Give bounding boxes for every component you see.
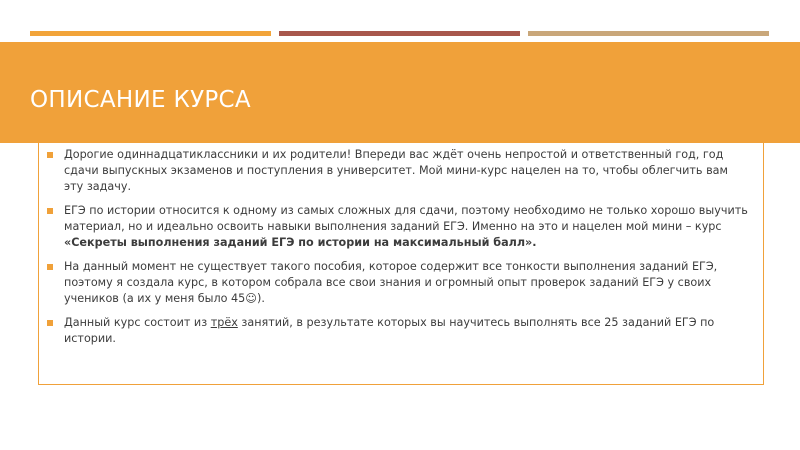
bullet-item-intro xyxy=(45,147,749,195)
bullet-text: ЕГЭ по истории относится к одному из самых сложных для сдачи, поэтому необходимо не только хорошо выучить материал, но и идеально освоить навыки выполнения заданий ЕГЭ. Именно на это и нацелен мой мини – курс xyxy=(64,204,748,233)
bullet-text: Данный курс состоит из xyxy=(64,316,211,329)
decorative-bar-brown xyxy=(279,31,520,36)
course-name-bold: «Секреты выполнения заданий ЕГЭ по истории на максимальный балл». xyxy=(64,236,537,249)
bullet-square-icon xyxy=(47,320,53,326)
bullet-item-structure xyxy=(45,315,749,347)
bullet-list xyxy=(45,147,749,347)
bullet-text: На данный момент не существует такого пособия, которое содержит все тонкости выполнения заданий ЕГЭ, поэтому я создала курс, в котором собрала все свои знания и огромный опыт проверок заданий ЕГЭ у своих учеников (а их у меня было 45☺). xyxy=(64,260,718,305)
slide-title: ОПИСАНИЕ КУРСА xyxy=(30,87,251,113)
bullet-square-icon xyxy=(47,264,53,270)
decorative-bar-tan xyxy=(528,31,769,36)
decorative-bar-orange xyxy=(30,31,271,36)
content-box xyxy=(38,142,764,385)
bullet-item-uniqueness xyxy=(45,259,749,307)
bullet-text-tail: занятий, в результате которых вы научитесь выполнять все 25 заданий ЕГЭ по истории. xyxy=(64,316,715,345)
bullet-text: Дорогие одиннадцатиклассники и их родители! Впереди вас ждёт очень непростой и ответственный год, год сдачи выпускных экзаменов и поступления в университет. Мой мини-курс нацелен на то, чтобы облегчить вам эту задачу. xyxy=(64,148,728,193)
bullet-square-icon xyxy=(47,208,53,214)
lesson-count-underlined: трёх xyxy=(210,316,238,329)
bullet-item-course-goal xyxy=(45,203,749,251)
bullet-square-icon xyxy=(47,152,53,158)
